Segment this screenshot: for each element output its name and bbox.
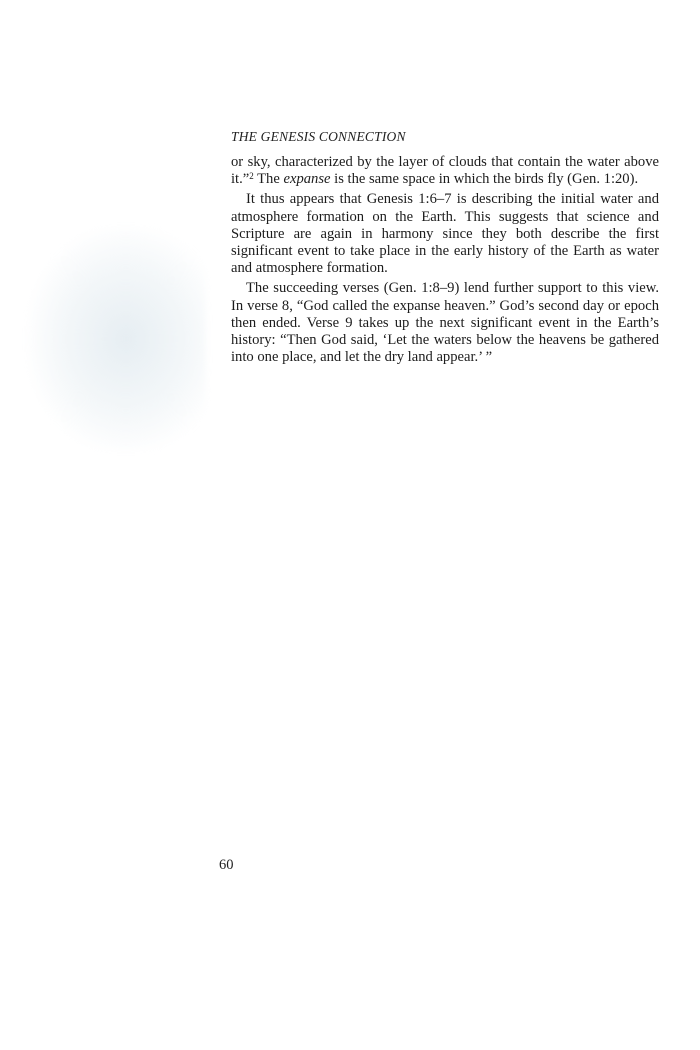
emphasized-term: expanse (283, 171, 331, 188)
paragraph-1-text-b: The (253, 171, 284, 188)
paragraph-3: The succeeding verses (Gen. 1:8–9) lend further support to this view. In verse 8, “God called the expanse heaven.” God’s second day or epoch then ended. Verse 9 takes up the next significant event in the Earth’s history: “Then God said, ‘Let the waters below the heavens be gathered into one place, and let the dry land appear.’ ” (231, 280, 659, 366)
paragraph-1-text-a: or sky, characterized by the layer of clouds that contain the water above it.” (231, 154, 659, 188)
page-number: 60 (219, 857, 234, 873)
running-head: THE GENESIS CONNECTION (231, 129, 406, 144)
paragraph-1-text-c: is the same space in which the birds fly (Gen. 1:20). (330, 171, 639, 188)
body-text (231, 154, 659, 366)
show-through-smudge (28, 228, 206, 450)
paragraph-1 (231, 154, 659, 188)
footnote-reference: 2 (249, 171, 254, 182)
paragraph-2: It thus appears that Genesis 1:6–7 is describing the initial water and atmosphere formation on the Earth. This suggests that science and Scripture are again in harmony since they both describe the first significant event to take place in the early history of the Earth as water and atmosphere formation. (231, 191, 659, 277)
